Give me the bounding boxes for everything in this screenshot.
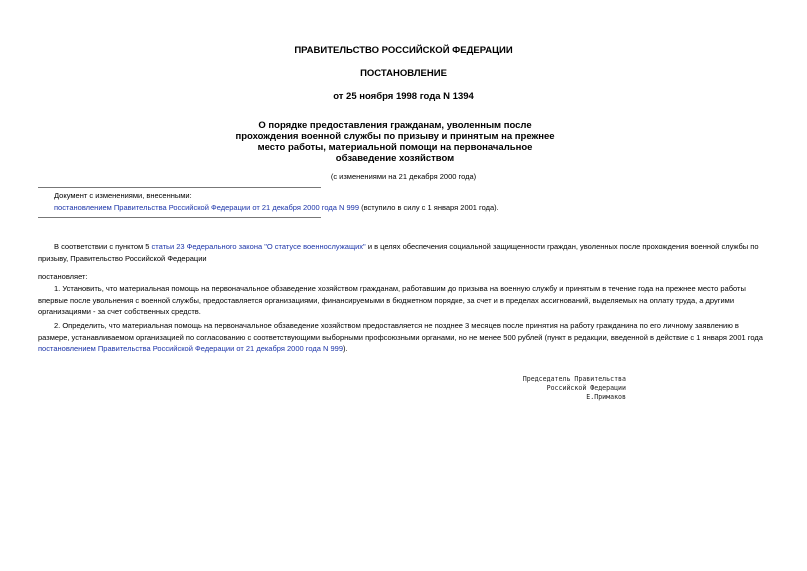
decides-line: постановляет:	[38, 272, 88, 281]
divider-top	[38, 187, 321, 188]
document-title	[230, 120, 560, 164]
title-line: О порядке предоставления гражданам, уволенным после	[258, 120, 532, 131]
amendments-note: (с изменениями на 21 декабря 2000 года)	[330, 172, 477, 181]
clause-2-end: ).	[343, 344, 348, 353]
law-link[interactable]: статьи 23 Федерального закона "О статусе военнослужащих"	[151, 242, 366, 251]
signature-block	[490, 375, 626, 402]
clause-1: 1. Установить, что материальная помощь на первоначальное обзаведение хозяйством гражданам, работавшим до призыва на военную службу и принятым в течение года на прежнее место работы впервые после увольнения с военной службы, предоставляется организациями, финансируемыми в бюджетном порядке, за счет и в пределах ассигнований, выделяемых на оплату труда, а другими организациями - за счет собственных средств.	[38, 284, 746, 316]
changes-line	[54, 202, 754, 213]
amendment-link[interactable]: постановлением Правительства Российской Федерации от 21 декабря 2000 года N 999	[54, 203, 359, 212]
document-date-number: от 25 ноября 1998 года N 1394	[333, 91, 474, 102]
title-line: прохождения военной службы по призыву и принятым на прежнее	[235, 131, 555, 142]
clause-2-link[interactable]: постановлением Правительства Российской Федерации от 21 декабря 2000 года N 999	[38, 344, 343, 353]
title-line: обзаведение хозяйством	[335, 153, 455, 164]
preamble-text-start: В соответствии с пунктом 5	[54, 242, 152, 251]
divider-bottom	[38, 217, 321, 218]
signature-position: Председатель Правительства	[522, 375, 626, 383]
signature-position-country: Российской Федерации	[546, 384, 626, 392]
changes-intro: Документ с изменениями, внесенными:	[54, 191, 192, 200]
preamble-text-end: и в целях обеспечения социальной защищенности граждан, уволенных после прохождения военной службы по призыву, Правительство Российской Федерации	[38, 242, 759, 263]
document-type: ПОСТАНОВЛЕНИЕ	[360, 68, 447, 79]
amendment-effective: (вступило в силу с 1 января 2001 года).	[359, 203, 499, 212]
clause-2	[38, 320, 768, 355]
preamble-paragraph	[38, 241, 768, 264]
title-line: место работы, материальной помощи на первоначальное	[257, 142, 533, 153]
signature-name: Е.Примаков	[586, 393, 626, 401]
organization-heading: ПРАВИТЕЛЬСТВО РОССИЙСКОЙ ФЕДЕРАЦИИ	[294, 45, 513, 56]
clause-2-text: 2. Определить, что материальная помощь на первоначальное обзаведение хозяйством предоставляется не позднее 3 месяцев после принятия на работу гражданина по его личному заявлению в размере, устанавливаемом организацией по согласованию с соответствующими выборными профсоюзными органами, но не менее 500 рублей (пункт в редакции, введенной в действие с 1 января 2001 года	[38, 321, 763, 342]
